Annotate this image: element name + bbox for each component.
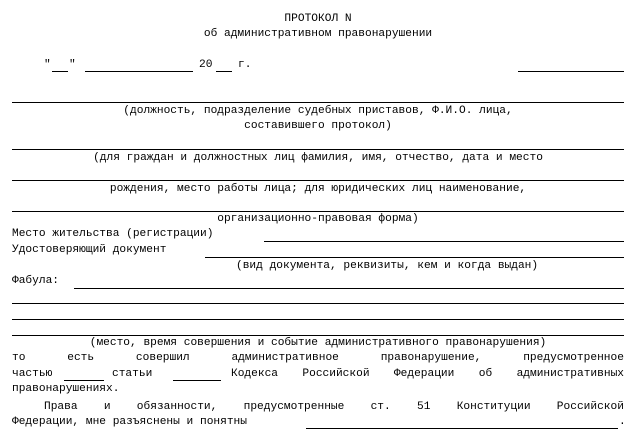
paragraph-1-line-1 [12,351,624,366]
year-suffix: г. [238,59,252,71]
protocol-title: ПРОТОКОЛ N [284,13,352,25]
word: Конституции [456,401,531,413]
paragraph-2-line-1 [44,400,624,415]
word: Российской [302,368,370,380]
word: и [103,401,111,413]
date-quote-close: " [69,59,76,71]
hint-document: (вид документа, реквизиты, кем и когда выдан) [236,260,539,272]
fabula-blank-1[interactable] [74,288,624,289]
fabula-blank-2[interactable] [12,303,624,304]
official-blank[interactable] [12,102,624,103]
word: обязанности, [136,401,218,413]
part-label: частью [12,368,53,380]
id-document-blank[interactable] [205,257,624,258]
code-reference [231,367,624,382]
word: Федерации [393,368,455,380]
fabula-blank-3[interactable] [12,319,624,320]
person-blank-2[interactable] [12,180,624,181]
word: административное [231,352,339,364]
fabula-label: Фабула: [12,275,59,287]
signature-blank[interactable] [306,428,618,429]
word: предусмотренные [243,401,345,413]
month-blank[interactable] [85,71,193,72]
day-blank[interactable] [52,71,68,72]
word: Права [44,401,78,413]
word: правонарушение, [380,352,482,364]
hint-person-2: рождения, место работы лица; для юридических лиц наименование, [109,183,527,195]
word: Кодекса [231,368,278,380]
protocol-subtitle: об административном правонарушении [203,28,433,40]
place-blank[interactable] [518,71,624,72]
article-label: статьи [112,368,153,380]
word: административных [516,368,624,380]
residence-label: Место жительства (регистрации) [12,228,214,240]
part-blank[interactable] [64,380,104,381]
hint-official: (должность, подразделение судебных приставов, Ф.И.О. лица, [123,105,513,117]
word: есть [67,352,95,364]
line-end-period: . [619,416,626,428]
rights-explained-label: Федерации, мне разъяснены и понятны [12,416,247,428]
person-blank-1[interactable] [12,149,624,150]
word: Российской [556,401,624,413]
hint-offense: (место, время совершения и событие административного правонарушения) [89,337,547,349]
hint-official-cont: составившего протокол) [244,120,392,132]
date-quote-open: " [44,59,51,71]
word: об [478,368,493,380]
hint-person-3: организационно-правовая форма) [217,213,419,225]
word: предусмотренное [523,352,624,364]
hint-person-1: (для граждан и должностных лиц фамилия, имя, отчество, дата и место [93,152,543,164]
year-blank[interactable] [216,71,232,72]
word: ст. [370,401,391,413]
paragraph-1-line-3: правонарушениях. [12,383,120,395]
word: совершил [135,352,190,364]
id-document-label: Удостоверяющий документ [12,244,167,256]
year-prefix: 20 [199,59,213,71]
residence-blank[interactable] [264,241,624,242]
article-blank[interactable] [173,380,221,381]
word: 51 [417,401,431,413]
word: то [12,352,26,364]
